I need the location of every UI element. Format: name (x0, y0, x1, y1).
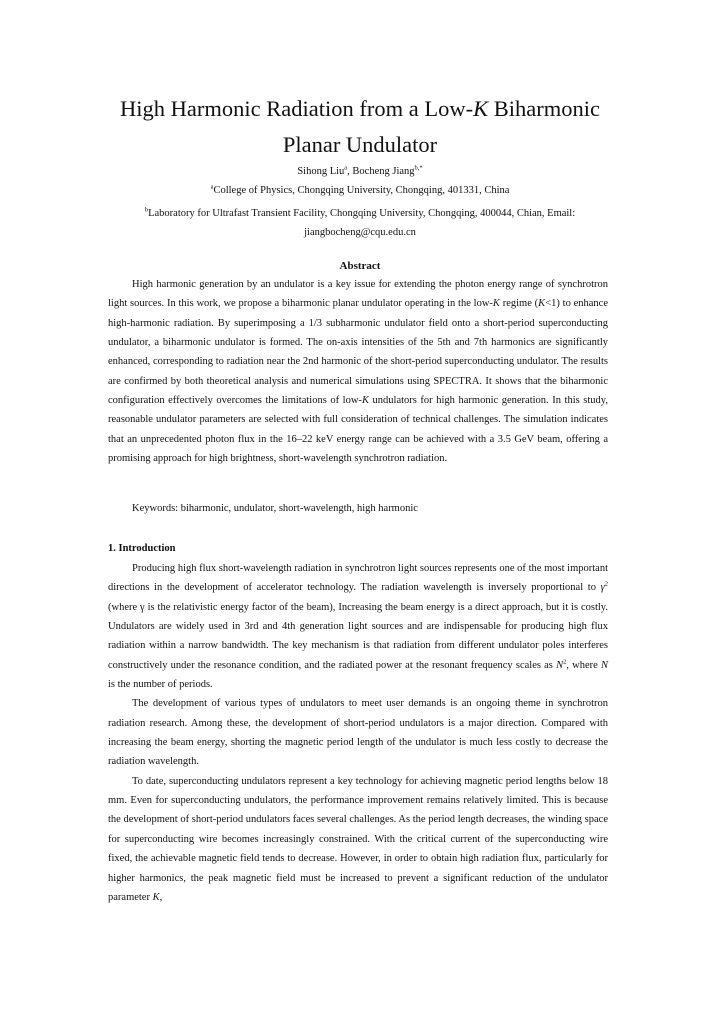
author-list: Sihong Liu$^a$, Bocheng Jiang$^{b,*}$ (297, 164, 423, 177)
author-email: jiangbocheng@cqu.edu.cn (304, 227, 416, 238)
keywords: Keywords: biharmonic, undulator, short-wavelength, high harmonic (132, 503, 418, 514)
abstract-heading: Abstract (339, 260, 381, 272)
intro-paragraph-2: The development of various types of undulators to meet user demands is an ongoing theme in synchrotron radiation research. Among these, the development of short-period undulators is a major direction. Compared with increasing the beam energy, shorting the magnetic period length of the undulator is much less costly to decrease the radiation wavelength. (108, 698, 608, 768)
section-heading-introduction: 1. Introduction (108, 543, 176, 554)
introduction-body (108, 559, 608, 907)
paper-title: High Harmonic Radiation from a Low-K Biharmonic Planar Undulator (120, 96, 600, 157)
abstract-paragraph: High harmonic generation by an undulator is a key issue for extending the photon energy range of synchrotron light sources. In this work, we propose a biharmonic planar undulator operating in the low-K regime (K<1) to enhance high-harmonic radiation. By superimposing a 1/3 subharmonic undulator field onto a short-period superconducting undulator, a biharmonic undulator is formed. The on-axis intensities of the 5th and 7th harmonics are significantly enhanced, corresponding to radiation near the 2nd harmonic of the short-period superconducting undulator. The results are confirmed by both theoretical analysis and numerical simulations using SPECTRA. It shows that the biharmonic configuration effectively overcomes the limitations of low-K undulators for high harmonic generation. In this study, reasonable undulator parameters are selected with full consideration of technical challenges. The simulation indicates that an unprecedented photon flux in the 16–22 keV energy range can be achieved with a 3.5 GeV beam, offering a promising approach for high brightness, short-wavelength synchrotron radiation. (108, 279, 608, 465)
title-k-symbol: K (473, 96, 489, 121)
affiliation-b: $^b$Laboratory for Ultrafast Transient Facility, Chongqing University, Chongqing, 400044, Chian, Email: jiangbocheng@cqu.edu.cn (144, 206, 576, 238)
intro-paragraph-1: Producing high flux short-wavelength radiation in synchrotron light sources represents one of the most important directions in the development of accelerator technology. The radiation wavelength is inversely proportional to $\gamma^2$ (where γ is the relativistic energy factor of the beam), Increasing the beam energy is a direct approach, but it is costly. Undulators are widely used in 3rd and 4th generation light sources and are indispensable for producing high flux radiation within a narrow bandwidth. The key mechanism is that radiation from different undulator poles interferes constructively under the resonance condition, and the radiated power at the resonant frequency scales as $N^2$, where N is the number of periods. (108, 563, 608, 691)
abstract-body (108, 275, 608, 468)
affiliation-a: $^a$College of Physics, Chongqing University, Chongqing, 401331, China (210, 183, 510, 196)
intro-paragraph-3: To date, superconducting undulators represent a key technology for achieving magnetic period lengths below 18 mm. Even for superconducting undulators, the performance improvement remains relatively limited. This is because the development of short-period undulators faces several challenges. As the period length decreases, the winding space for superconducting wire becomes increasingly constrained. With the critical current of the superconducting wire fixed, the achievable magnetic field tends to decrease. However, in order to obtain high radiation flux, particularly for higher harmonics, the peak magnetic field must be increased to prevent a significant reduction of the undulator parameter K, (108, 775, 608, 903)
